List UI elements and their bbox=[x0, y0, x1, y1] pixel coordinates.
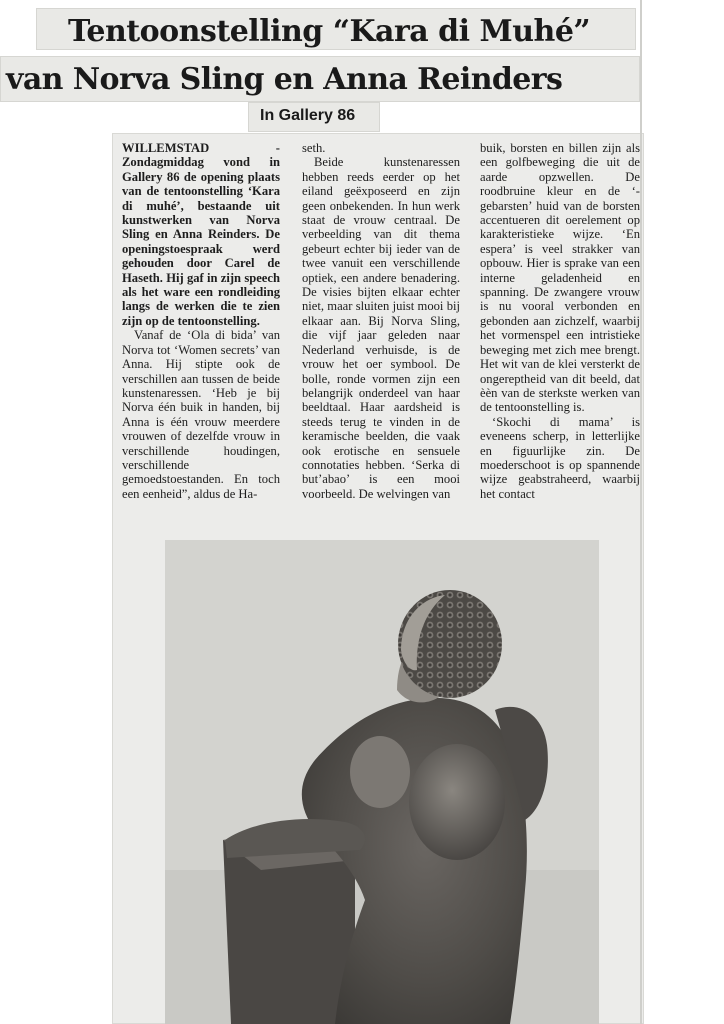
headline-line-1: Tentoonstelling “Kara di Muhé” bbox=[68, 14, 591, 49]
article-column-2 bbox=[302, 141, 460, 501]
subhead-strip bbox=[248, 102, 380, 132]
article-paragraph: seth. bbox=[302, 141, 326, 155]
article-paragraph: ‘Skochi di mama’ is eveneens scherp, in letterlijke en figuurlijke zin. De moederschoot is op spannende wijze geabstraheerd, waarbij het contact bbox=[480, 414, 640, 501]
sculpture-photo bbox=[165, 540, 599, 1024]
headline-strip-2 bbox=[0, 56, 640, 102]
sculpture-image bbox=[165, 540, 599, 1024]
article-lead: WILLEMSTAD - Zondagmiddag vond in Gallery 86 de opening plaats van de tentoonstelling ‘Kara di muhé’, bestaande uit kunstwerken van Norva Sling en Anna Reinders. De openingstoespraak werd gehouden door Carel de Haseth. Hij gaf in zijn speech als het ware een rondleiding langs de werken die te zien zijn op de tentoonstelling. bbox=[122, 141, 280, 328]
subhead: In Gallery 86 bbox=[260, 107, 356, 124]
page-edge bbox=[640, 0, 642, 1024]
article-column-3 bbox=[480, 141, 640, 501]
article-column-1 bbox=[122, 141, 280, 501]
headline-strip-1 bbox=[36, 8, 636, 50]
article-paragraph: buik, borsten en billen zijn als een golfbeweging die uit de aarde opzwellen. De roodbruine kleur en de ‘-gebarsten’ huid van de borsten accentueren dit oerelement op karakteristieke wijze. ‘En espera’ is veel strakker van opbouw. Hier is sprake van een interne geladenheid en spanning. De zwangere vrouw is nu vooral verbonden en gebonden aan zichzelf, waarbij het vormenspel een intristieke beweging met zich mee brengt. Het wit van de klei versterkt de ongereptheid van dit beeld, dat èèn van de sterkste werken van de tentoonstelling is. bbox=[480, 141, 640, 415]
headline-line-2: van Norva Sling en Anna Reinders bbox=[6, 62, 563, 97]
article-paragraph: Vanaf de ‘Ola di bida’ van Norva tot ‘Women secrets’ van Anna. Hij stipte ook de verschillen aan tussen de beide kunstenaressen. ‘Heb je bij Norva één buik in handen, bij Anna is één vrouw meerdere vrouwen of dezelfde vrouw in verschillende houdingen, verschillende gemoedstoestanden. En toch een eenheid”, aldus de Ha- bbox=[122, 328, 280, 501]
article-paragraph: Beide kunstenaressen hebben reeds eerder op het eiland geëxposeerd en zijn geen onbekenden. In hun werk staat de vrouw centraal. De verbeelding van dit thema gebeurt echter bij ieder van de twee vanuit een verschillende optiek, een andere benadering. De visies bijten elkaar echter niet, maar sluiten juist mooi bij elkaar aan. Bij Norva Sling, die vijf jaar geleden naar Nederland verhuisde, is de vrouw het oer symbool. De bolle, ronde vormen zijn een belangrijk onderdeel van haar beeldtaal. Haar aardsheid is steeds terug te vinden in de keramische beelden, die vaak ook erotische en sensuele connotaties hebben. ‘Serka di but’abao’ is een mooi voorbeeld. De welvingen van bbox=[302, 155, 460, 501]
